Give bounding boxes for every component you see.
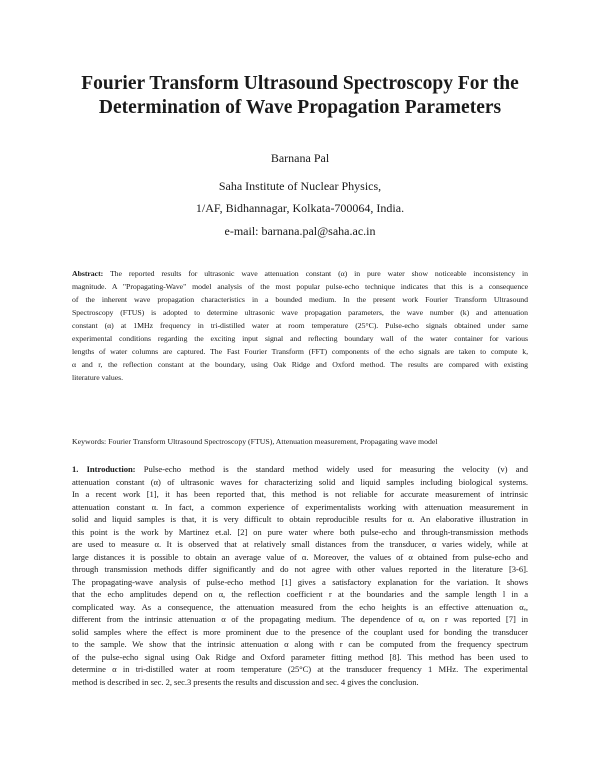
introduction (72, 463, 528, 688)
keywords: Keywords: Fourier Transform Ultrasound Spectroscopy (FTUS), Attenuation measurement, Propagating wave model (72, 437, 438, 446)
title-line-2: Determination of Wave Propagation Parameters (98, 97, 502, 118)
intro-line: solid and liquid samples is that, it is very difficult to obtain reproducible results for α. An elaborative illustration in (72, 514, 528, 524)
intro-line: complicated way. As a consequence, the attenuation measured from the echo heights is an effective attenuation αₑ, (72, 601, 528, 612)
intro-line: that the echo amplitudes depend on α, the reflection coefficient r at the boundaries and the sample length l in a (72, 589, 528, 599)
intro-line: of the pulse-echo signal using Oak Ridge and Oxford parameter fitting method [8]. This method has been used to (72, 651, 528, 662)
intro-heading: 1. Introduction: (72, 464, 136, 474)
intro-line: attenuation constant α. In fact, a common experience of experimentalists working with attenuation measurement in (72, 501, 528, 512)
intro-line: In a recent work [1], it has been reported that, this method is not reliable for accurate measurement of intrinsic (72, 489, 528, 499)
abstract-line: Spectroscopy (FTUS) is adopted to determine ultrasonic wave propagation parameters, the wave number (k) and attenuation (72, 308, 528, 317)
intro-line: The propagating-wave analysis of pulse-echo method [1] gives a satisfactory explanation for the variation. It shows (72, 576, 528, 587)
intro-line: 1. Introduction: Pulse-echo method is the standard method widely used for measuring the velocity (v) and (72, 464, 529, 474)
intro-line: solid samples where the effect is more prominent due to the presence of the couplant used for bonding the transducer (72, 626, 528, 637)
intro-line: through transmission methods differ significantly and do not agree with other values reported in the literature [3-6]. (72, 564, 528, 574)
author-name: Barnana Pal (270, 151, 330, 165)
intro-line: determine α in tri-distilled water at room temperature (25°C) at the transducer frequency 1 MHz. The experimental (72, 664, 528, 674)
intro-line: to the sample. We show that the intrinsic attenuation α along with r can be computed from the frequency spectrum (72, 639, 528, 649)
abstract-line: α and r, the reflection constant at the boundary, using Oak Ridge and Oxford method. The results are compared with existing (72, 360, 528, 369)
abstract-line: of the inherent wave propagation characteristics in a bounded medium. In the present work Fourier Transform Ultrasound (72, 295, 528, 304)
abstract-line: magnitude. A "Propagating-Wave" model analysis of the most popular pulse-echo technique indicates that this is a consequence (72, 282, 528, 291)
abstract (72, 267, 528, 384)
intro-line: attenuation constant (α) of ultrasonic waves for characterizing solid and liquid samples including biological systems. (72, 476, 528, 487)
abstract-line: literature values. (72, 373, 124, 382)
abstract-line: constant (α) at 1MHz frequency in tri-distilled water at room temperature (25°C). Pulse-echo signals obtained under same (72, 321, 528, 330)
paper-title (40, 72, 560, 120)
abstract-line: experimental conditions regarding the exciting input signal and reflecting boundary wall of the water container for various (72, 334, 528, 343)
affiliation: Saha Institute of Nuclear Physics, (218, 179, 382, 193)
abstract-line: Abstract: The reported results for ultrasonic wave attenuation constant (α) in pure water show noticeable inconsistency in (72, 269, 528, 278)
abstract-label: Abstract: (72, 269, 104, 278)
intro-line: large distances it is possible to obtain an average value of α. Moreover, the values of α obtained from pulse-echo and (72, 551, 528, 562)
intro-line: are used to measure α. It is observed that at relatively small distances from the transducer, α varies widely, while at (72, 539, 528, 549)
title-line-1: Fourier Transform Ultrasound Spectroscopy For the (81, 73, 519, 94)
intro-line: method is described in sec. 2, sec.3 presents the results and discussion and sec. 4 gives the conclusion. (72, 676, 419, 687)
email: e-mail: barnana.pal@saha.ac.in (224, 224, 376, 238)
intro-line: different from the intrinsic attenuation α of the propagating medium. The dependence of αₑ on r was reported [7] in (72, 614, 528, 624)
abstract-line: lengths of water columns are captured. The Fast Fourier Transform (FFT) components of the echo signals are taken to compute k, (72, 347, 528, 356)
intro-line: this point is the work by Martinez et.al. [2] on pure water where both pulse-echo and through-transmission methods (72, 526, 528, 537)
address: 1/AF, Bidhannagar, Kolkata-700064, India. (195, 201, 405, 215)
